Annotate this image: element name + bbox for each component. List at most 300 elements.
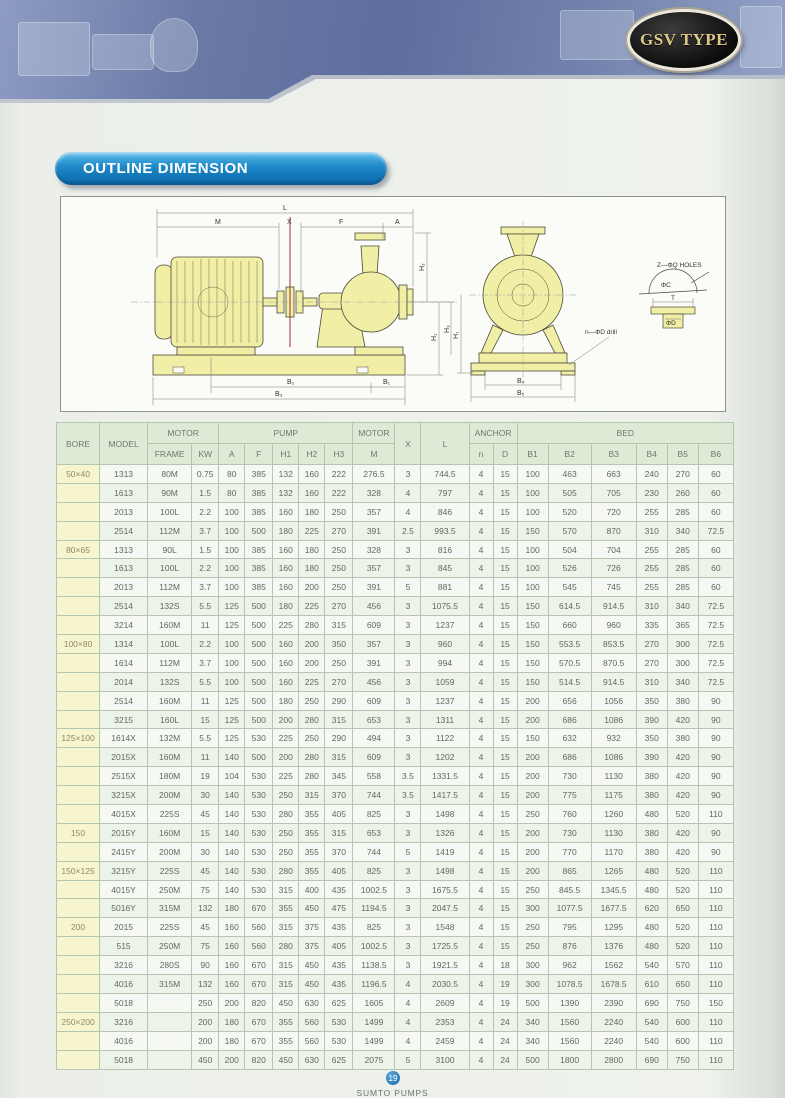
value-cell: 250: [273, 786, 299, 805]
value-cell: 960: [591, 616, 636, 635]
value-cell: 125: [219, 729, 245, 748]
value-cell: 845: [421, 559, 469, 578]
value-cell: 4: [395, 1031, 421, 1050]
value-cell: 160L: [148, 710, 192, 729]
value-cell: 4: [469, 1050, 493, 1069]
value-cell: 690: [636, 1050, 667, 1069]
value-cell: 4: [469, 842, 493, 861]
value-cell: 450: [192, 1050, 219, 1069]
value-cell: 15: [192, 823, 219, 842]
value-cell: 4: [469, 578, 493, 597]
value-cell: 60: [698, 483, 733, 502]
value-cell: 15: [493, 483, 517, 502]
value-cell: 132: [192, 975, 219, 994]
value-cell: 870: [591, 521, 636, 540]
value-cell: 420: [667, 748, 698, 767]
value-cell: 15: [493, 729, 517, 748]
value-cell: 90: [698, 786, 733, 805]
value-cell: 380: [636, 786, 667, 805]
value-cell: 150: [517, 616, 548, 635]
value-cell: 775: [548, 786, 591, 805]
sub-header-kw: KW: [192, 444, 219, 465]
bore-cell: [57, 842, 100, 861]
model-cell: 5018: [100, 993, 148, 1012]
value-cell: 15: [493, 578, 517, 597]
value-cell: 726: [591, 559, 636, 578]
value-cell: 2800: [591, 1050, 636, 1069]
value-cell: 100: [517, 465, 548, 484]
value-cell: 315M: [148, 975, 192, 994]
sub-header-a: A: [219, 444, 245, 465]
value-cell: 500: [245, 635, 273, 654]
value-cell: 4: [469, 559, 493, 578]
value-cell: 1078.5: [548, 975, 591, 994]
value-cell: 255: [636, 502, 667, 521]
value-cell: 11: [192, 616, 219, 635]
model-cell: 3214: [100, 616, 148, 635]
value-cell: 340: [517, 1031, 548, 1050]
value-cell: 730: [548, 767, 591, 786]
value-cell: 4: [469, 786, 493, 805]
value-cell: 200M: [148, 786, 192, 805]
value-cell: 558: [353, 767, 395, 786]
value-cell: 656: [548, 691, 591, 710]
dim-label-H2: H₂: [419, 263, 426, 271]
value-cell: 350: [636, 691, 667, 710]
value-cell: 4: [469, 993, 493, 1012]
model-cell: 2514: [100, 691, 148, 710]
value-cell: 560: [245, 918, 273, 937]
model-cell: 4016: [100, 1031, 148, 1050]
value-cell: 820: [245, 1050, 273, 1069]
value-cell: 4: [395, 993, 421, 1012]
value-cell: 180M: [148, 767, 192, 786]
value-cell: 285: [667, 559, 698, 578]
value-cell: 180: [219, 1031, 245, 1050]
model-cell: 4015Y: [100, 880, 148, 899]
value-cell: 4: [469, 823, 493, 842]
value-cell: 300: [517, 899, 548, 918]
value-cell: 825: [353, 861, 395, 880]
value-cell: 72.5: [698, 672, 733, 691]
value-cell: [148, 1012, 192, 1031]
value-cell: 530: [325, 1031, 353, 1050]
table-row: [57, 899, 734, 918]
value-cell: 500: [245, 748, 273, 767]
value-cell: 3: [395, 937, 421, 956]
value-cell: 3: [395, 691, 421, 710]
dim-label-H3: H₃: [444, 325, 451, 333]
table-row: [57, 1050, 734, 1069]
value-cell: 90: [698, 729, 733, 748]
value-cell: 530: [245, 861, 273, 880]
value-cell: 24: [493, 1050, 517, 1069]
value-cell: 15: [493, 823, 517, 842]
value-cell: 1002.5: [353, 937, 395, 956]
value-cell: 960: [421, 635, 469, 654]
holes-annotation: Z—ΦQ HOLES: [657, 262, 702, 269]
value-cell: 15: [493, 899, 517, 918]
value-cell: 315: [273, 880, 299, 899]
value-cell: 200: [517, 861, 548, 880]
value-cell: 993.5: [421, 521, 469, 540]
value-cell: 90L: [148, 540, 192, 559]
value-cell: 15: [493, 918, 517, 937]
bore-cell: 100×80: [57, 635, 100, 654]
value-cell: 825: [353, 918, 395, 937]
bore-cell: [57, 1031, 100, 1050]
value-cell: 125: [219, 616, 245, 635]
value-cell: 3: [395, 861, 421, 880]
value-cell: 15: [493, 616, 517, 635]
value-cell: 24: [493, 1031, 517, 1050]
value-cell: 100: [219, 578, 245, 597]
value-cell: 1677.5: [591, 899, 636, 918]
model-cell: 4016: [100, 975, 148, 994]
value-cell: 630: [299, 1050, 325, 1069]
value-cell: 250: [517, 805, 548, 824]
value-cell: 200: [192, 1031, 219, 1050]
value-cell: 570.5: [548, 653, 591, 672]
value-cell: 530: [245, 823, 273, 842]
value-cell: 60: [698, 540, 733, 559]
value-cell: 4: [469, 1012, 493, 1031]
sub-header-b1: B1: [517, 444, 548, 465]
value-cell: 435: [325, 975, 353, 994]
model-cell: 1613: [100, 559, 148, 578]
page-number-badge: [386, 1071, 400, 1085]
value-cell: 4: [395, 502, 421, 521]
model-cell: 2514: [100, 597, 148, 616]
value-cell: 15: [493, 521, 517, 540]
value-cell: 270: [325, 597, 353, 616]
value-cell: 1077.5: [548, 899, 591, 918]
value-cell: 1562: [591, 956, 636, 975]
model-cell: 2515X: [100, 767, 148, 786]
value-cell: 5: [395, 842, 421, 861]
value-cell: 560: [299, 1012, 325, 1031]
value-cell: 4: [469, 635, 493, 654]
value-cell: 132S: [148, 597, 192, 616]
value-cell: 160: [219, 956, 245, 975]
value-cell: 3: [395, 616, 421, 635]
pump-photo-decoration: [560, 10, 634, 60]
value-cell: 1498: [421, 861, 469, 880]
value-cell: 110: [698, 880, 733, 899]
value-cell: 110: [698, 899, 733, 918]
value-cell: 72.5: [698, 521, 733, 540]
value-cell: 270: [636, 635, 667, 654]
value-cell: 15: [493, 842, 517, 861]
value-cell: 310: [636, 521, 667, 540]
value-cell: 450: [299, 956, 325, 975]
value-cell: 110: [698, 956, 733, 975]
value-cell: 315: [325, 710, 353, 729]
value-cell: 140: [219, 823, 245, 842]
value-cell: 670: [245, 975, 273, 994]
value-cell: 494: [353, 729, 395, 748]
value-cell: 385: [245, 502, 273, 521]
value-cell: 30: [192, 842, 219, 861]
bore-cell: [57, 691, 100, 710]
header-row-groups: [57, 423, 734, 444]
table-row: [57, 880, 734, 899]
model-cell: 515: [100, 937, 148, 956]
value-cell: 845.5: [548, 880, 591, 899]
value-cell: 4: [469, 729, 493, 748]
bore-cell: 125×100: [57, 729, 100, 748]
value-cell: 1130: [591, 823, 636, 842]
model-cell: 1614X: [100, 729, 148, 748]
value-cell: 355: [299, 823, 325, 842]
value-cell: 350: [325, 635, 353, 654]
value-cell: 180: [219, 899, 245, 918]
bore-cell: [57, 559, 100, 578]
table-row: [57, 616, 734, 635]
value-cell: 380: [667, 729, 698, 748]
value-cell: 670: [245, 899, 273, 918]
value-cell: 570: [667, 956, 698, 975]
value-cell: 1295: [591, 918, 636, 937]
value-cell: 250: [517, 937, 548, 956]
value-cell: 2609: [421, 993, 469, 1012]
value-cell: 100: [517, 559, 548, 578]
sub-header-frame: FRAME: [148, 444, 192, 465]
bore-cell: 200: [57, 918, 100, 937]
value-cell: 315: [325, 748, 353, 767]
value-cell: 280: [273, 805, 299, 824]
value-cell: 276.5: [353, 465, 395, 484]
value-cell: 340: [667, 521, 698, 540]
value-cell: 15: [493, 786, 517, 805]
value-cell: 1331.5: [421, 767, 469, 786]
model-cell: 4015X: [100, 805, 148, 824]
value-cell: 5.5: [192, 672, 219, 691]
value-cell: 270: [325, 521, 353, 540]
gsv-type-badge-label: GSV TYPE: [640, 30, 728, 49]
value-cell: 180: [299, 540, 325, 559]
value-cell: 653: [353, 823, 395, 842]
value-cell: 225S: [148, 918, 192, 937]
value-cell: 45: [192, 918, 219, 937]
value-cell: [148, 1031, 192, 1050]
model-cell: 5018: [100, 1050, 148, 1069]
value-cell: [148, 993, 192, 1012]
dim-label-B2: B₂: [287, 379, 295, 386]
value-cell: 160: [219, 918, 245, 937]
value-cell: 100: [517, 540, 548, 559]
bore-cell: [57, 483, 100, 502]
value-cell: 132M: [148, 729, 192, 748]
value-cell: 1138.5: [353, 956, 395, 975]
dim-label-X: X: [287, 219, 292, 226]
value-cell: 160: [273, 540, 299, 559]
value-cell: 1499: [353, 1031, 395, 1050]
value-cell: 200: [219, 1050, 245, 1069]
value-cell: 100: [219, 502, 245, 521]
value-cell: 380: [636, 767, 667, 786]
value-cell: 3: [395, 653, 421, 672]
value-cell: 160: [273, 672, 299, 691]
value-cell: 30: [192, 786, 219, 805]
model-cell: 2015: [100, 918, 148, 937]
dim-label-B5: B₅: [517, 390, 525, 397]
value-cell: 3: [395, 899, 421, 918]
value-cell: 520: [548, 502, 591, 521]
value-cell: 72.5: [698, 597, 733, 616]
value-cell: 45: [192, 805, 219, 824]
model-cell: 3215Y: [100, 861, 148, 880]
value-cell: 328: [353, 483, 395, 502]
value-cell: 225: [273, 729, 299, 748]
table-row: [57, 502, 734, 521]
value-cell: 250: [325, 653, 353, 672]
col-header-bed: BED: [517, 423, 733, 444]
value-cell: 200: [517, 842, 548, 861]
detail-flange-plate: [651, 307, 695, 314]
value-cell: 480: [636, 880, 667, 899]
value-cell: 315: [325, 823, 353, 842]
value-cell: 150: [517, 653, 548, 672]
table-row: [57, 710, 734, 729]
value-cell: 1002.5: [353, 880, 395, 899]
value-cell: 340: [667, 672, 698, 691]
dimension-table: [56, 422, 734, 1070]
value-cell: 530: [325, 1012, 353, 1031]
value-cell: 390: [636, 748, 667, 767]
value-cell: 620: [636, 899, 667, 918]
value-cell: 250M: [148, 880, 192, 899]
value-cell: 355: [299, 842, 325, 861]
value-cell: 125: [219, 710, 245, 729]
value-cell: 405: [325, 805, 353, 824]
value-cell: 15: [493, 861, 517, 880]
value-cell: 1376: [591, 937, 636, 956]
value-cell: 100: [219, 672, 245, 691]
value-cell: 1.5: [192, 540, 219, 559]
value-cell: 110: [698, 805, 733, 824]
value-cell: 80: [219, 483, 245, 502]
value-cell: 160: [299, 483, 325, 502]
value-cell: 5: [395, 1050, 421, 1069]
value-cell: 1548: [421, 918, 469, 937]
value-cell: 125: [219, 597, 245, 616]
value-cell: 230: [636, 483, 667, 502]
value-cell: 110: [698, 1012, 733, 1031]
value-cell: 90: [698, 842, 733, 861]
value-cell: 270: [667, 465, 698, 484]
dim-label-A: A: [395, 219, 400, 226]
value-cell: 1122: [421, 729, 469, 748]
model-cell: 1613: [100, 483, 148, 502]
value-cell: 345: [325, 767, 353, 786]
value-cell: 250: [325, 559, 353, 578]
value-cell: 530: [245, 805, 273, 824]
outline-dimension-drawing: [60, 196, 726, 412]
value-cell: 112M: [148, 521, 192, 540]
value-cell: 390: [636, 710, 667, 729]
value-cell: 18: [493, 956, 517, 975]
value-cell: 250: [273, 842, 299, 861]
pump-photo-decoration: [740, 6, 782, 68]
value-cell: 846: [421, 502, 469, 521]
value-cell: 15: [493, 559, 517, 578]
value-cell: 15: [493, 880, 517, 899]
value-cell: 853.5: [591, 635, 636, 654]
value-cell: 4: [469, 956, 493, 975]
value-cell: 994: [421, 653, 469, 672]
value-cell: 385: [245, 483, 273, 502]
value-cell: 670: [245, 956, 273, 975]
value-cell: 132: [273, 465, 299, 484]
model-cell: 2514: [100, 521, 148, 540]
sub-header-h3: H3: [325, 444, 353, 465]
value-cell: 1921.5: [421, 956, 469, 975]
model-cell: 2014: [100, 672, 148, 691]
sub-header-n: n: [469, 444, 493, 465]
model-cell: 3215X: [100, 786, 148, 805]
value-cell: 15: [493, 691, 517, 710]
model-cell: 3216: [100, 956, 148, 975]
table-row: [57, 748, 734, 767]
value-cell: 420: [667, 786, 698, 805]
value-cell: 480: [636, 805, 667, 824]
value-cell: 1075.5: [421, 597, 469, 616]
model-cell: 3216: [100, 1012, 148, 1031]
value-cell: 1345.5: [591, 880, 636, 899]
value-cell: 2240: [591, 1012, 636, 1031]
value-cell: 2.2: [192, 559, 219, 578]
value-cell: 614.5: [548, 597, 591, 616]
bore-cell: [57, 578, 100, 597]
value-cell: 300: [517, 956, 548, 975]
value-cell: 686: [548, 748, 591, 767]
value-cell: 100L: [148, 502, 192, 521]
value-cell: 60: [698, 578, 733, 597]
value-cell: 1130: [591, 767, 636, 786]
value-cell: 90M: [148, 483, 192, 502]
value-cell: 5.5: [192, 597, 219, 616]
value-cell: 4: [469, 483, 493, 502]
model-cell: 2013: [100, 502, 148, 521]
bore-cell: [57, 805, 100, 824]
value-cell: 560: [299, 1031, 325, 1050]
table-row: [57, 559, 734, 578]
value-cell: 225: [299, 672, 325, 691]
model-cell: 2415Y: [100, 842, 148, 861]
value-cell: 315: [273, 956, 299, 975]
value-cell: 475: [325, 899, 353, 918]
value-cell: 357: [353, 635, 395, 654]
value-cell: 60: [698, 502, 733, 521]
value-cell: 450: [299, 975, 325, 994]
value-cell: 365: [667, 616, 698, 635]
value-cell: 450: [299, 899, 325, 918]
value-cell: 530: [245, 880, 273, 899]
value-cell: 4: [469, 672, 493, 691]
value-cell: 1196.5: [353, 975, 395, 994]
col-header-motor-m: MOTOR: [353, 423, 395, 444]
value-cell: 609: [353, 691, 395, 710]
value-cell: 0.75: [192, 465, 219, 484]
value-cell: 15: [493, 805, 517, 824]
value-cell: 3: [395, 635, 421, 654]
value-cell: 570: [548, 521, 591, 540]
value-cell: 180: [219, 1012, 245, 1031]
value-cell: 3: [395, 465, 421, 484]
value-cell: 15: [493, 635, 517, 654]
value-cell: 15: [493, 672, 517, 691]
